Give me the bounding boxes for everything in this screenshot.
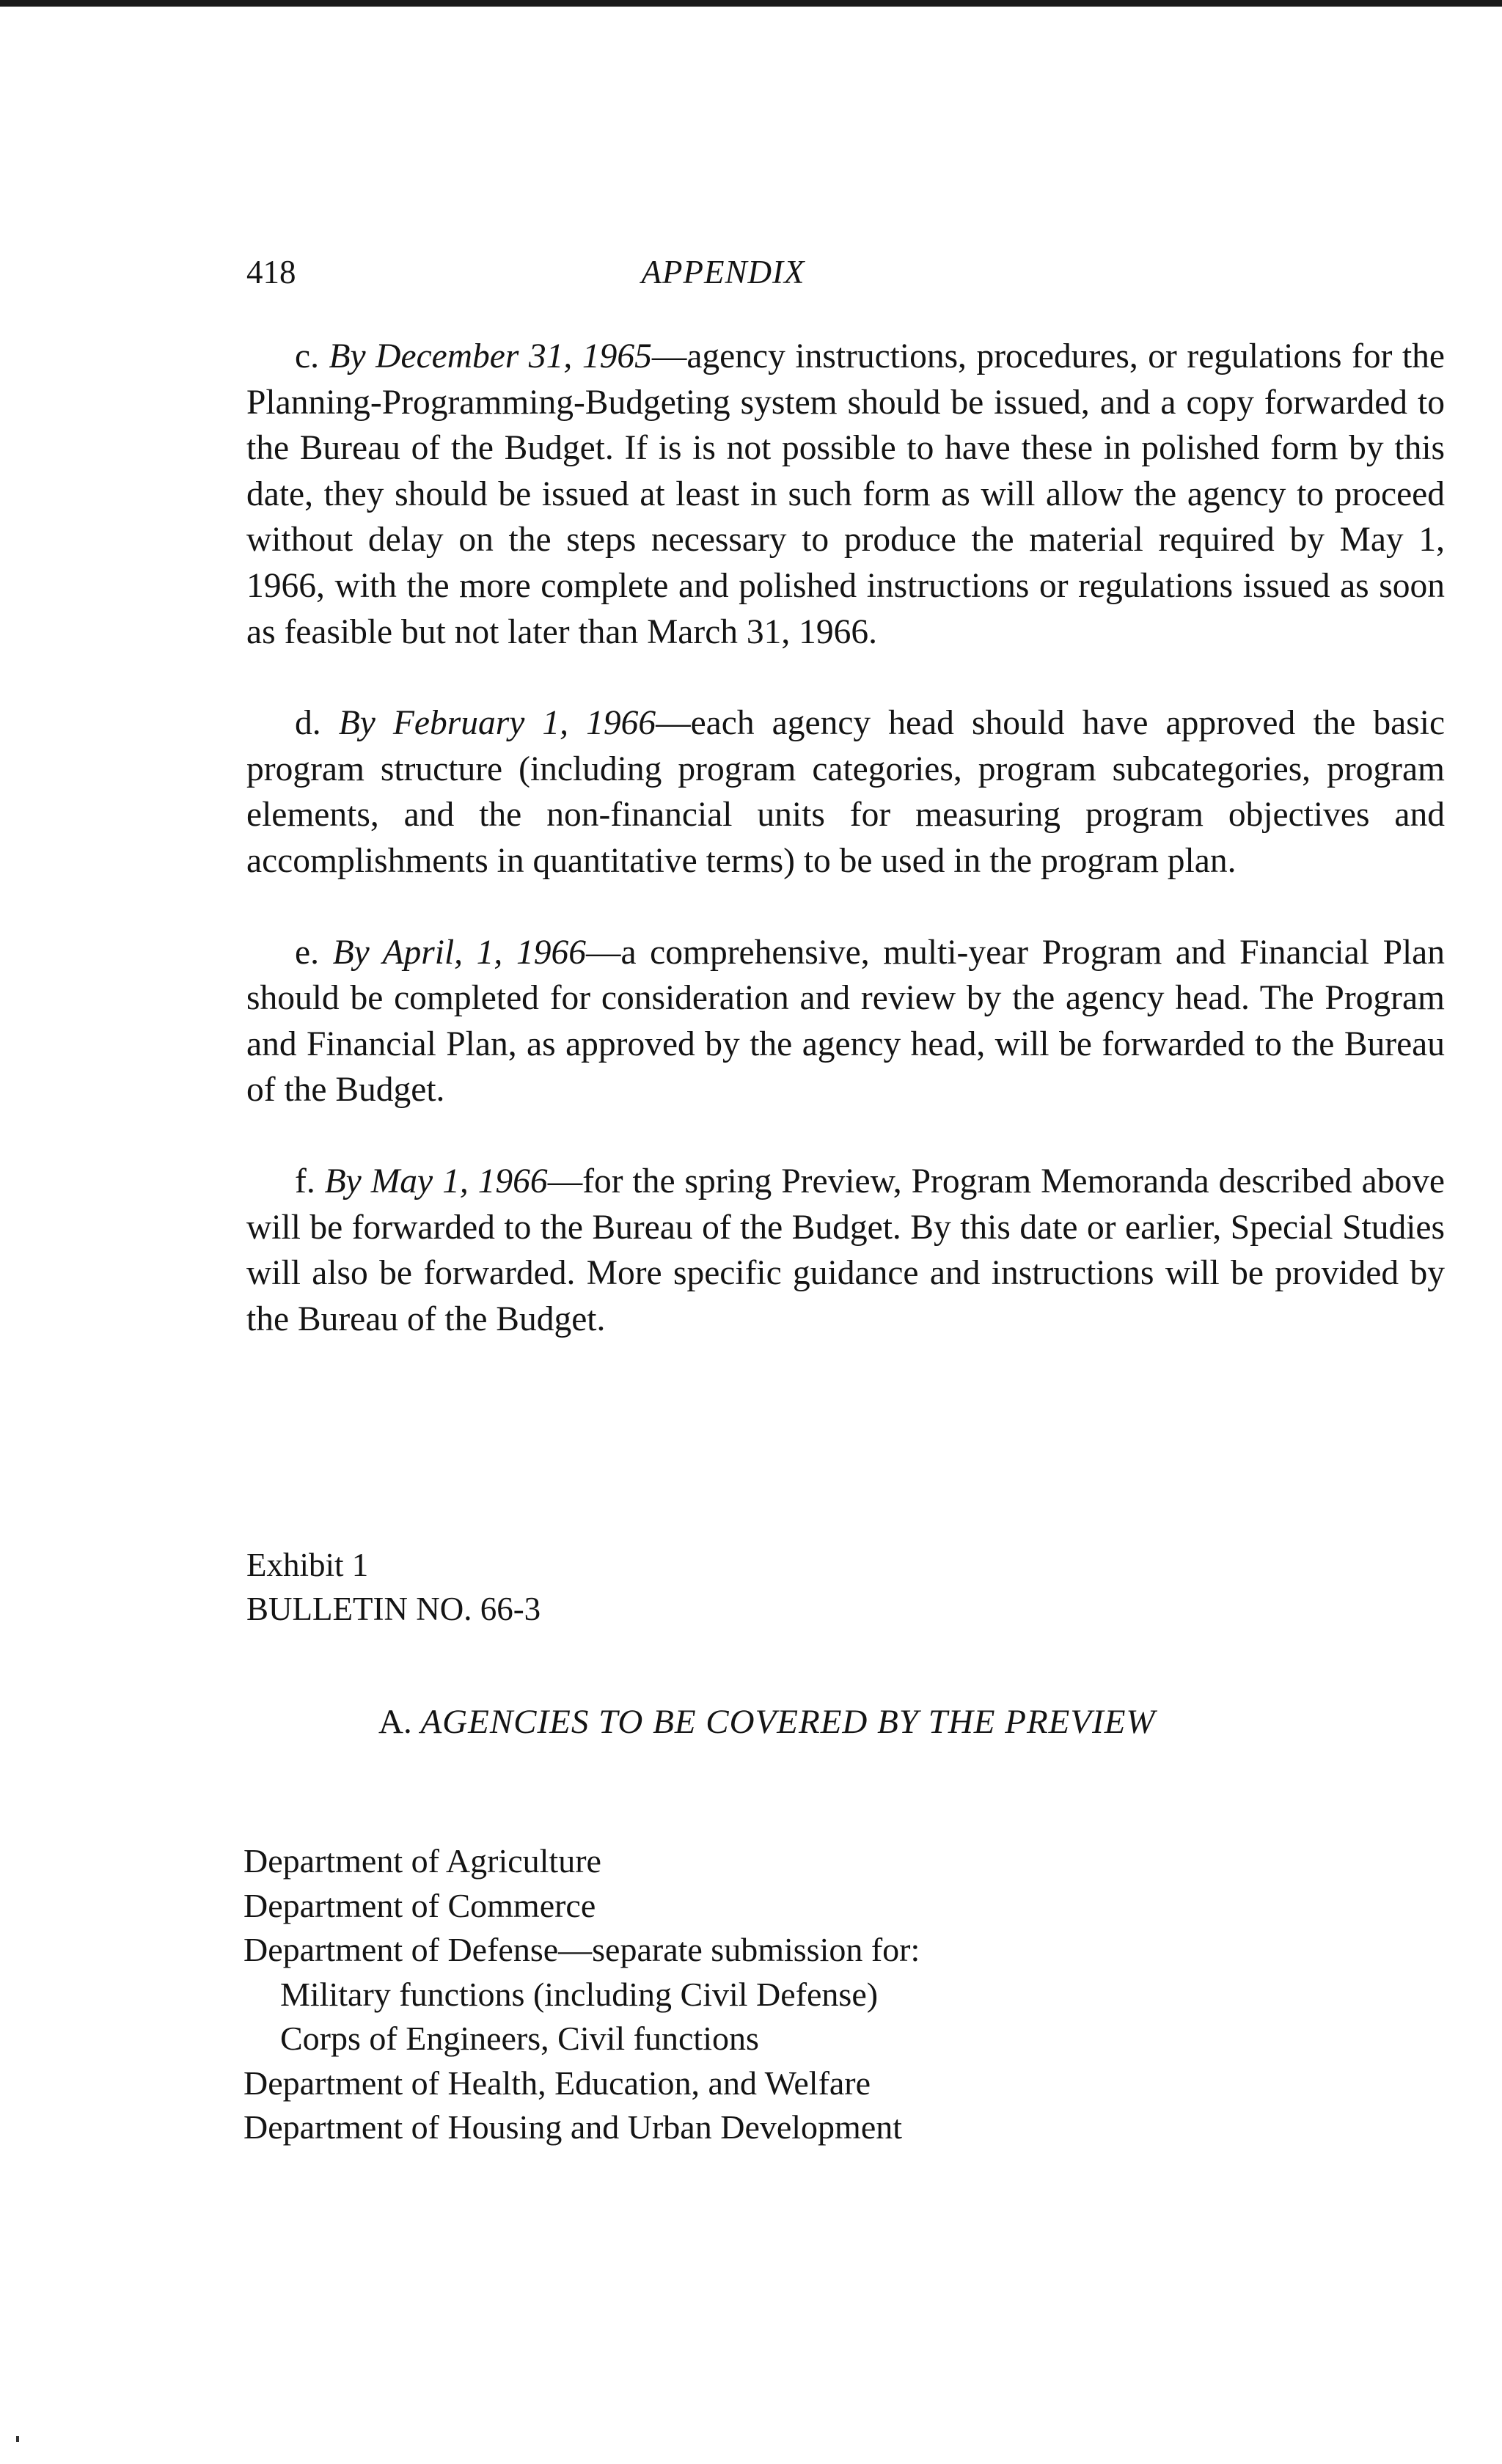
agency-item: Department of Housing and Urban Development xyxy=(243,2108,903,2146)
paragraph-date: By February 1, 1966 xyxy=(338,704,656,743)
agency-sub-item: Military functions (including Civil Defense) xyxy=(280,1975,879,2013)
page-header xyxy=(246,246,1449,298)
paragraph-text: —agency instructions, procedures, or regulations for the Planning-Programming-Budgeting system should be issued, and a copy forwarded to the Bureau of the Budget. If is is not possible to have these in polished form by this date, they should be issued at least in such form as will allow the agency to proceed without delay on the steps necessary to produce the material required by May 1, 1966, with the more complete and polished instructions or regulations issued as soon as feasible but not later than March 31, 1966. xyxy=(246,337,1445,651)
section-title: AGENCIES TO BE COVERED BY THE PREVIEW xyxy=(420,1703,1156,1741)
paragraph-marker: d. xyxy=(295,704,321,743)
paragraph-d xyxy=(246,700,1445,884)
paragraph-marker: f. xyxy=(295,1162,315,1200)
scan-artifact-mark xyxy=(16,2436,19,2442)
exhibit-label: Exhibit 1 xyxy=(246,1547,369,1583)
section-letter: A. xyxy=(378,1703,412,1741)
agency-item: Department of Commerce xyxy=(243,1886,596,1924)
section-heading xyxy=(378,1700,1156,1744)
running-head: APPENDIX xyxy=(641,254,805,290)
paragraph-text: —each agency head should have approved the basic program structure (including program categories, program subcategories, program elements, and the non-financial units for measuring program objectives and accomplishments in quantitative terms) to be used in the program plan. xyxy=(246,704,1446,880)
top-border-rule xyxy=(0,0,1502,7)
body-text xyxy=(246,334,1445,1387)
agency-item: Department of Health, Education, and Welfare xyxy=(243,2064,871,2102)
bulletin-number: BULLETIN NO. 66-3 xyxy=(246,1591,541,1627)
agency-item: Department of Defense—separate submission for: xyxy=(243,1931,920,1968)
paragraph-e xyxy=(246,930,1445,1113)
paragraph-c xyxy=(246,334,1445,655)
paragraph-text: —a comprehensive, multi-year Program and Financial Plan should be completed for consideration and review by the agency head. The Program and Financial Plan, as approved by the agency head, will be forwarded to the Bureau of the Budget. xyxy=(246,933,1446,1110)
agency-list xyxy=(243,1839,920,2150)
paragraph-date: By May 1, 1966 xyxy=(324,1162,548,1200)
exhibit-block xyxy=(246,1543,541,1631)
paragraph-f xyxy=(246,1159,1445,1342)
page-number: 418 xyxy=(246,254,296,290)
paragraph-text: —for the spring Preview, Program Memoranda described above will be forwarded to the Bureau of the Budget. By this date or earlier, Special Studies will also be forwarded. More specific guidance and instructions will be provided by the Bureau of the Budget. xyxy=(246,1162,1446,1338)
paragraph-marker: c. xyxy=(295,337,319,375)
paragraph-marker: e. xyxy=(295,933,319,972)
paragraph-date: By April, 1, 1966 xyxy=(332,933,586,972)
agency-item: Department of Agriculture xyxy=(243,1842,601,1880)
paragraph-date: By December 31, 1965 xyxy=(329,337,652,375)
agency-sub-item: Corps of Engineers, Civil functions xyxy=(280,2020,759,2057)
